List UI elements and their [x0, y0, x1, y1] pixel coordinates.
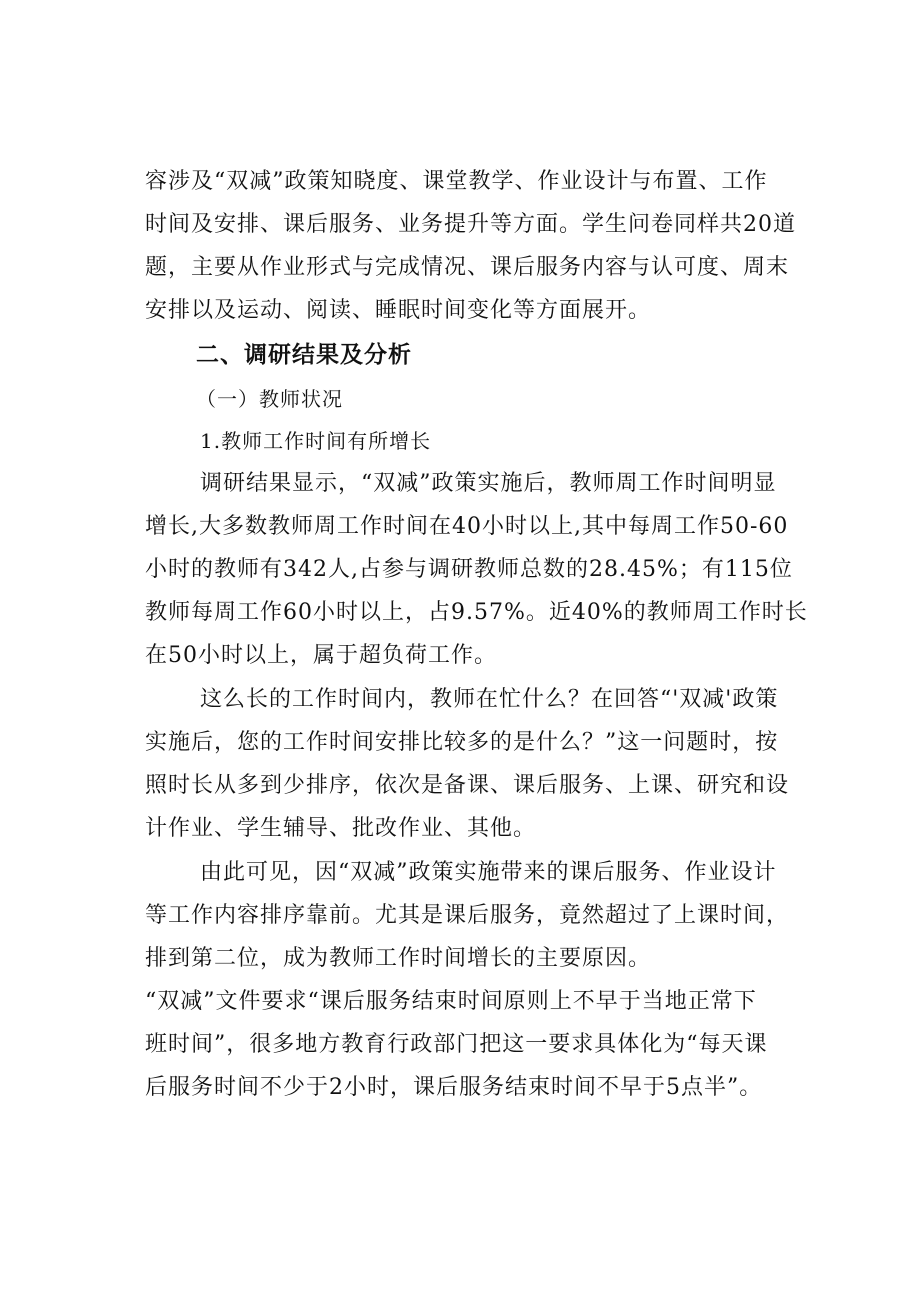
- subsubsection-heading: 1.教师工作时间有所增长: [200, 429, 432, 453]
- paragraph-line: 后服务时间不少于2小时，课后服务结束时间不早于5点半”。: [145, 1075, 763, 1100]
- paragraph-line: 安排以及运动、阅读、睡眠时间变化等方面展开。: [145, 298, 652, 323]
- paragraph-line: 这么长的工作时间内，教师在忙什么？在回答“'双减'政策: [200, 687, 779, 712]
- paragraph-line: 照时长从多到少排序，依次是备课、课后服务、上课、研究和设: [145, 773, 790, 798]
- paragraph-line: 教师每周工作60小时以上，占9.57%。近40%的教师周工作时长: [145, 600, 808, 625]
- subsection-heading: （一）教师状况: [196, 387, 343, 411]
- paragraph-line: 调研结果显示，“双减”政策实施后，教师周工作时间明显: [200, 471, 777, 496]
- paragraph-line: 题，主要从作业形式与完成情况、课后服务内容与认可度、周末: [145, 255, 790, 280]
- paragraph-line: 容涉及“双减”政策知晓度、课堂教学、作业设计与布置、工作: [145, 169, 768, 194]
- paragraph-line: 实施后，您的工作时间安排比较多的是什么？”这一问题时，按: [145, 730, 779, 755]
- paragraph-line: 时间及安排、课后服务、业务提升等方面。学生问卷同样共20道: [145, 212, 796, 237]
- paragraph-line: “双减”文件要求“课后服务结束时间原则上不早于当地正常下: [145, 989, 757, 1014]
- section-heading: 二、调研结果及分析: [196, 342, 412, 368]
- paragraph-line: 等工作内容排序靠前。尤其是课后服务，竟然超过了上课时间，: [145, 903, 790, 928]
- paragraph-line: 在50小时以上，属于超负荷工作。: [145, 643, 497, 668]
- paragraph-line: 计作业、学生辅导、批改作业、其他。: [145, 816, 537, 841]
- paragraph-line: 排到第二位，成为教师工作时间增长的主要原因。: [145, 946, 652, 971]
- paragraph-line: 班时间”，很多地方教育行政部门把这一要求具体化为“每天课: [145, 1032, 768, 1057]
- paragraph-line: 小时的教师有342人,占参与调研教师总数的28.45%；有115位: [145, 557, 793, 582]
- paragraph-line: 增长,大多数教师周工作时间在40小时以上,其中每周工作50-60: [145, 514, 789, 539]
- paragraph-line: 由此可见，因“双减”政策实施带来的课后服务、作业设计: [200, 860, 777, 885]
